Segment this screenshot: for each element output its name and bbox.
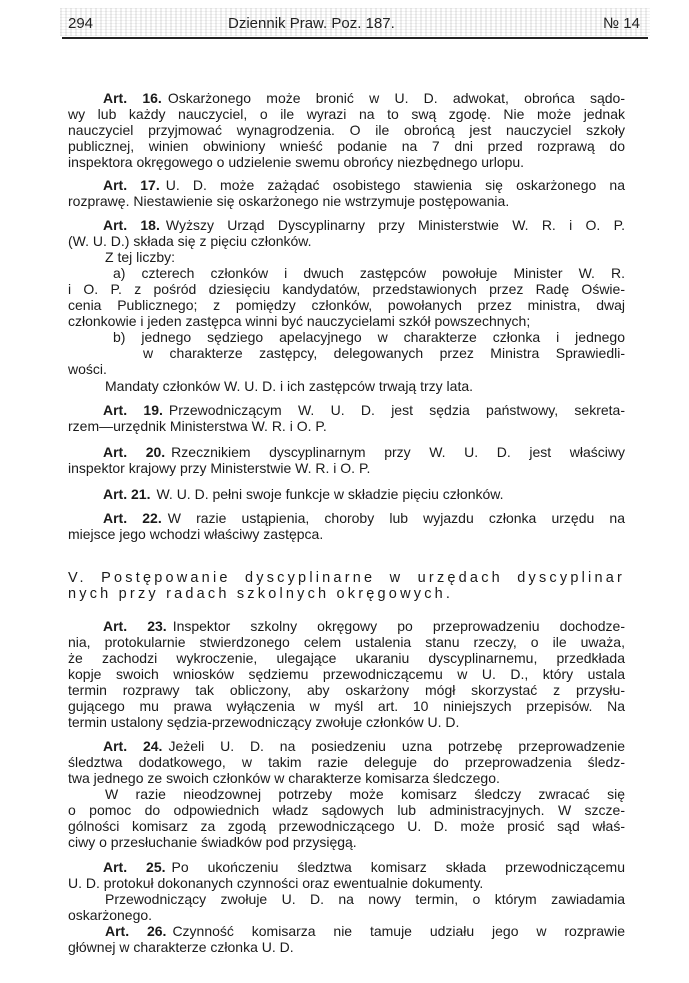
page-number: 294 [68, 15, 94, 32]
page-header [60, 8, 650, 36]
article-paragraph [68, 402, 625, 434]
line-text: nauczyciel przyjmować wynagrodzenia. O ile obrońcą jest nauczyciel szkoły [68, 122, 625, 138]
line-text: i O. P. z pośród dziesięciu kandydatów, przedstawionych przez Radę Oświe- [68, 281, 625, 297]
line-text: miejsce jego wchodzi właściwy zastępca. [68, 526, 324, 542]
article-paragraph [68, 510, 625, 542]
line-text: W razie ustąpienia, choroby lub wyjazdu członka urzędu na [167, 510, 625, 526]
article-paragraph [68, 90, 625, 170]
line-text: inspektora okręgowego o udzielenie swemu obrońcy niezbędnego urlopu. [68, 154, 525, 170]
text-line [68, 738, 625, 754]
text-line [68, 106, 625, 122]
text-line [68, 923, 625, 939]
line-text: gólności komisarz za zgodą przewodniczącego U. D. może prosić sąd właś- [68, 818, 625, 834]
line-text: W. U. D. pełni swoje funkcje w składzie pięciu członków. [156, 486, 504, 502]
line-text: W razie nieodzownej potrzeby może komisarz śledczy zwracać się [105, 786, 625, 802]
line-text: ciwy o przesłuchanie świadków pod przysięgą. [68, 834, 357, 850]
line-text: termin ustalony sędzia-przewodniczący zwołuje członków U. D. [68, 714, 460, 730]
article-label: Art. 26. [105, 923, 167, 939]
line-text: rzem—urzędnik Ministerstwa W. R. i O. P. [68, 418, 327, 434]
line-text: o pomoc do odpowiednich władz sądowych lub administracyjnych. W szcze- [68, 802, 625, 818]
line-text: rozprawę. Niestawienie się oskarżonego nie wstrzymuje postępowania. [68, 193, 510, 209]
section-heading [68, 570, 625, 602]
line-text: nych przy radach szkolnych okręgowych. [68, 586, 454, 602]
paragraph [68, 265, 625, 329]
line-text: Mandaty członków W. U. D. i ich zastępców trwają trzy lata. [105, 378, 474, 394]
line-text: a) czterech członków i dwuch zastępców powołuje Minister W. R. [113, 265, 625, 281]
text-line [68, 682, 625, 698]
line-text: Przewodniczącym W. U. D. jest sędzia państwowy, sekreta- [168, 402, 625, 418]
text-line [68, 138, 625, 154]
article-paragraph [68, 923, 625, 955]
line-text: oskarżonego. [68, 907, 153, 923]
issue-number: № 14 [603, 15, 640, 32]
line-text: Z tej liczby: [105, 249, 176, 265]
text-line [68, 402, 625, 418]
text-line [68, 90, 625, 106]
text-line [68, 249, 625, 265]
text-line [68, 378, 625, 394]
text-line [68, 361, 625, 377]
text-line [68, 297, 625, 313]
text-line [68, 834, 625, 850]
line-text: Oskarżonego może bronić w U. D. adwokat, obrońca sądo- [167, 90, 626, 106]
article-label: Art. 23. [103, 618, 167, 634]
text-line [68, 939, 625, 955]
text-line [68, 233, 625, 249]
paragraph [68, 249, 625, 265]
line-text: b) jednego sędziego apelacyjnego w charakterze członka i jednego [113, 329, 625, 345]
article-label: Art. 16. [103, 90, 162, 106]
line-text: U. D. może zażądać osobistego stawienia się oskarżonego na [165, 177, 626, 193]
header-rule [62, 37, 648, 39]
text-line [68, 460, 625, 476]
journal-title: Dziennik Praw. Poz. 187. [228, 15, 395, 32]
line-text: twa jednego ze swoich członków w charakterze komisarza śledczego. [68, 770, 500, 786]
text-line [68, 634, 625, 650]
line-text: wy lub każdy nauczyciel, o ile wyrazi na to swą zgodę. Nie może jednak [68, 106, 625, 122]
text-line [68, 444, 625, 460]
text-line [68, 714, 625, 730]
article-label: Art. 25. [103, 859, 166, 875]
line-text: Czynność komisarza nie tamuje udziału jego w rozprawie [172, 923, 626, 939]
text-line [68, 818, 625, 834]
line-text: w charakterze zastępcy, delegowanych przez Ministra Sprawiedli- [143, 345, 625, 361]
line-text: publicznej, winien obwiniony wnieść podanie na 7 dni przed rozprawą do [68, 138, 625, 154]
line-text: śledztwa dodatkowego, w takim razie deleguje do przeprowadzenia śledz- [68, 754, 625, 770]
line-text: V. Postępowanie dyscyplinarne w urzędach dyscyplinar [68, 570, 625, 586]
text-line [68, 698, 625, 714]
paragraph [68, 891, 625, 923]
text-line [68, 177, 625, 193]
article-label: Art. 19. [103, 402, 163, 418]
line-text: termin rozprawy tak obliczony, aby oskarżony mógł skorzystać z przysłu- [68, 682, 625, 698]
document-body [68, 90, 625, 955]
text-line [68, 786, 625, 802]
text-line [68, 154, 625, 170]
line-text: cenia Publicznego; z pomiędzy członków, powołanych przez ministra, dwaj [68, 297, 625, 313]
paragraph [68, 786, 625, 850]
line-text: członkowie i jeden zastępca winni być nauczycielami szkół powszechnych; [68, 313, 531, 329]
text-line [68, 486, 625, 502]
text-line [68, 875, 625, 891]
line-text: (W. U. D.) składa się z pięciu członków. [68, 233, 312, 249]
text-line [68, 510, 625, 526]
line-text: Rzecznikiem dyscyplinarnym przy W. U. D. jest właściwy [171, 444, 625, 460]
text-line [68, 666, 625, 682]
text-line [68, 313, 625, 329]
paragraph [68, 329, 625, 377]
text-line [68, 754, 625, 770]
text-line [68, 907, 625, 923]
text-line [68, 770, 625, 786]
line-text: Przewodniczący zwołuje U. D. na nowy termin, o którym zawiadamia [105, 891, 625, 907]
line-text: wości. [68, 361, 107, 377]
text-line [68, 859, 625, 875]
text-line [68, 418, 625, 434]
article-paragraph [68, 486, 625, 502]
text-line [68, 329, 625, 345]
text-line [68, 345, 625, 361]
article-label: Art. 24. [103, 738, 163, 754]
line-text: kopje swoich wniosków sędziemu przewodniczącemu w U. D., który ustala [68, 666, 625, 682]
line-text: Wyższy Urząd Dyscyplinarny przy Ministerstwie W. R. i O. P. [165, 217, 625, 233]
line-text: Inspektor szkolny okręgowy po przeprowadzeniu dochodze- [172, 618, 625, 634]
line-text: gującego mu prawa wyłączenia w myśl art. 10 niniejszych przepisów. Na [68, 698, 625, 714]
article-label: Art. 22. [103, 510, 162, 526]
text-line [68, 650, 625, 666]
article-label: Art. 21. [103, 486, 151, 502]
article-label: Art. 20. [103, 444, 166, 460]
line-text: głównej w charakterze członka U. D. [68, 939, 294, 955]
text-line [68, 265, 625, 281]
article-paragraph [68, 177, 625, 209]
text-line [68, 526, 625, 542]
article-paragraph [68, 217, 625, 249]
text-line [68, 193, 625, 209]
text-line [68, 122, 625, 138]
article-label: Art. 18. [103, 217, 160, 233]
line-text: nia, protokularnie stwierdzonego celem ustalenia stanu rzeczy, o ile uważa, [68, 634, 625, 650]
article-label: Art. 17. [103, 177, 160, 193]
text-line [68, 570, 625, 586]
article-paragraph [68, 859, 625, 891]
text-line [68, 281, 625, 297]
line-text: Po ukończeniu śledztwa komisarz składa przewodniczącemu [171, 859, 625, 875]
article-paragraph [68, 444, 625, 476]
article-paragraph [68, 738, 625, 786]
paragraph [68, 378, 625, 394]
text-line [68, 618, 625, 634]
text-line [68, 586, 625, 602]
text-line [68, 217, 625, 233]
line-text: że zachodzi wykroczenie, ulegające ukaraniu dyscyplinarnemu, przedkłada [68, 650, 625, 666]
line-text: U. D. protokuł dokonanych czynności oraz ewentualnie dokumenty. [68, 875, 484, 891]
text-line [68, 802, 625, 818]
line-text: inspektor krajowy przy Ministerstwie W. R. i O. P. [68, 460, 371, 476]
article-paragraph [68, 618, 625, 730]
line-text: Jeżeli U. D. na posiedzeniu uzna potrzebę przeprowadzenie [168, 738, 625, 754]
text-line [68, 891, 625, 907]
